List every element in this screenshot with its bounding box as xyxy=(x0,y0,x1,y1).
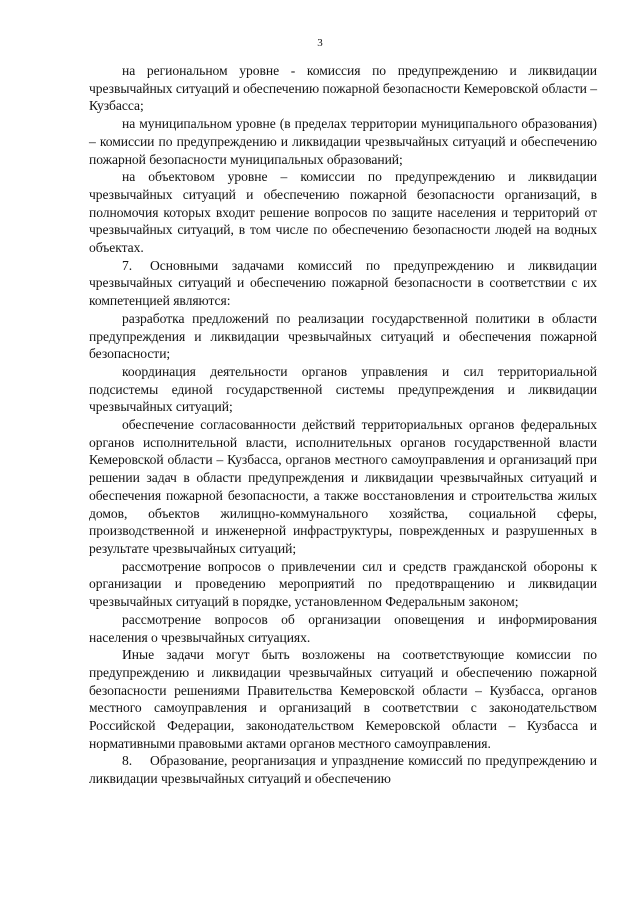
paragraph-other-tasks xyxy=(89,646,597,752)
paragraph-text: Иные задачи могут быть возложены на соответствующие комиссии по предупреждению и ликвидации чрезвычайных ситуаций и обеспечению пожарной безопасности решениями Правительства Кемеровской области – Кузбасса, органов местного самоуправления и организаций в соответствии с законодательством Российской Федерации, законодательством Кемеровской области – Кузбасса и нормативными правовыми актами органов местного самоуправления. xyxy=(89,647,597,751)
paragraph-text: Основными задачами комиссий по предупреждению и ликвидации чрезвычайных ситуаций и обеспечению пожарной безопасности в соответствии с их компетенцией являются: xyxy=(89,257,597,309)
paragraph-number: 7. xyxy=(122,257,133,273)
paragraph-alerting xyxy=(89,611,597,646)
paragraph-text: Образование, реорганизация и упразднение комиссий по предупреждению и ликвидации чрезвычайных ситуаций и обеспечению xyxy=(89,753,597,787)
paragraph-text: обеспечение согласованности действий территориальных органов федеральных органов исполнительной власти, исполнительных органов государственной власти Кемеровской области – Кузбасса, органов местного самоуправления и организаций при решении задач в области предупреждения и ликвидации чрезвычайных ситуаций и обеспечения пожарной безопасности, а также восстановления и строительства жилых домов, объектов жилищно-коммунального хозяйства, социальной сферы, производственной и инженерной инфраструктуры, поврежденных и разрушенных в результате чрезвычайных ситуаций; xyxy=(89,417,597,556)
page-number: 3 xyxy=(317,37,323,49)
paragraph-number: 8. xyxy=(122,753,133,769)
document-body xyxy=(89,62,597,788)
paragraph-regional-level xyxy=(89,62,597,115)
paragraph-coordination xyxy=(89,363,597,416)
paragraph-text: рассмотрение вопросов об организации оповещения и информирования населения о чрезвычайных ситуациях. xyxy=(89,611,597,645)
paragraph-text: на муниципальном уровне (в пределах территории муниципального образования) – комиссии по предупреждению и ликвидации чрезвычайных ситуаций и обеспечению пожарной безопасности муниципальных образований; xyxy=(89,116,597,167)
paragraph-municipal-level xyxy=(89,115,597,168)
paragraph-text: рассмотрение вопросов о привлечении сил и средств гражданской обороны к организации и проведению мероприятий по предотвращению и ликвидации чрезвычайных ситуаций в порядке, установленном Федеральным законом; xyxy=(89,558,597,610)
paragraph-text: на объектовом уровне – комиссии по предупреждению и ликвидации чрезвычайных ситуаций и обеспечению пожарной безопасности организаций, в полномочия которых входит решение вопросов по защите населения и территорий от чрезвычайных ситуаций, в том числе по обеспечению безопасности людей на водных объектах. xyxy=(89,169,597,256)
paragraph-text: координация деятельности органов управления и сил территориальной подсистемы единой государственной системы предупреждения и ликвидации чрезвычайных ситуаций; xyxy=(89,363,597,415)
paragraph-object-level xyxy=(89,168,597,257)
paragraph-civil-defense xyxy=(89,558,597,611)
paragraph-text: разработка предложений по реализации государственной политики в области предупреждения и ликвидации чрезвычайных ситуаций и обеспечения пожарной безопасности; xyxy=(89,310,597,362)
paragraph-consistency xyxy=(89,416,597,558)
paragraph-text: на региональном уровне - комиссия по предупреждению и ликвидации чрезвычайных ситуаций и обеспечению пожарной безопасности Кемеровской области – Кузбасса; xyxy=(89,63,597,114)
paragraph-item-8 xyxy=(89,752,597,787)
paragraph-item-7 xyxy=(89,257,597,310)
paragraph-proposals xyxy=(89,310,597,363)
